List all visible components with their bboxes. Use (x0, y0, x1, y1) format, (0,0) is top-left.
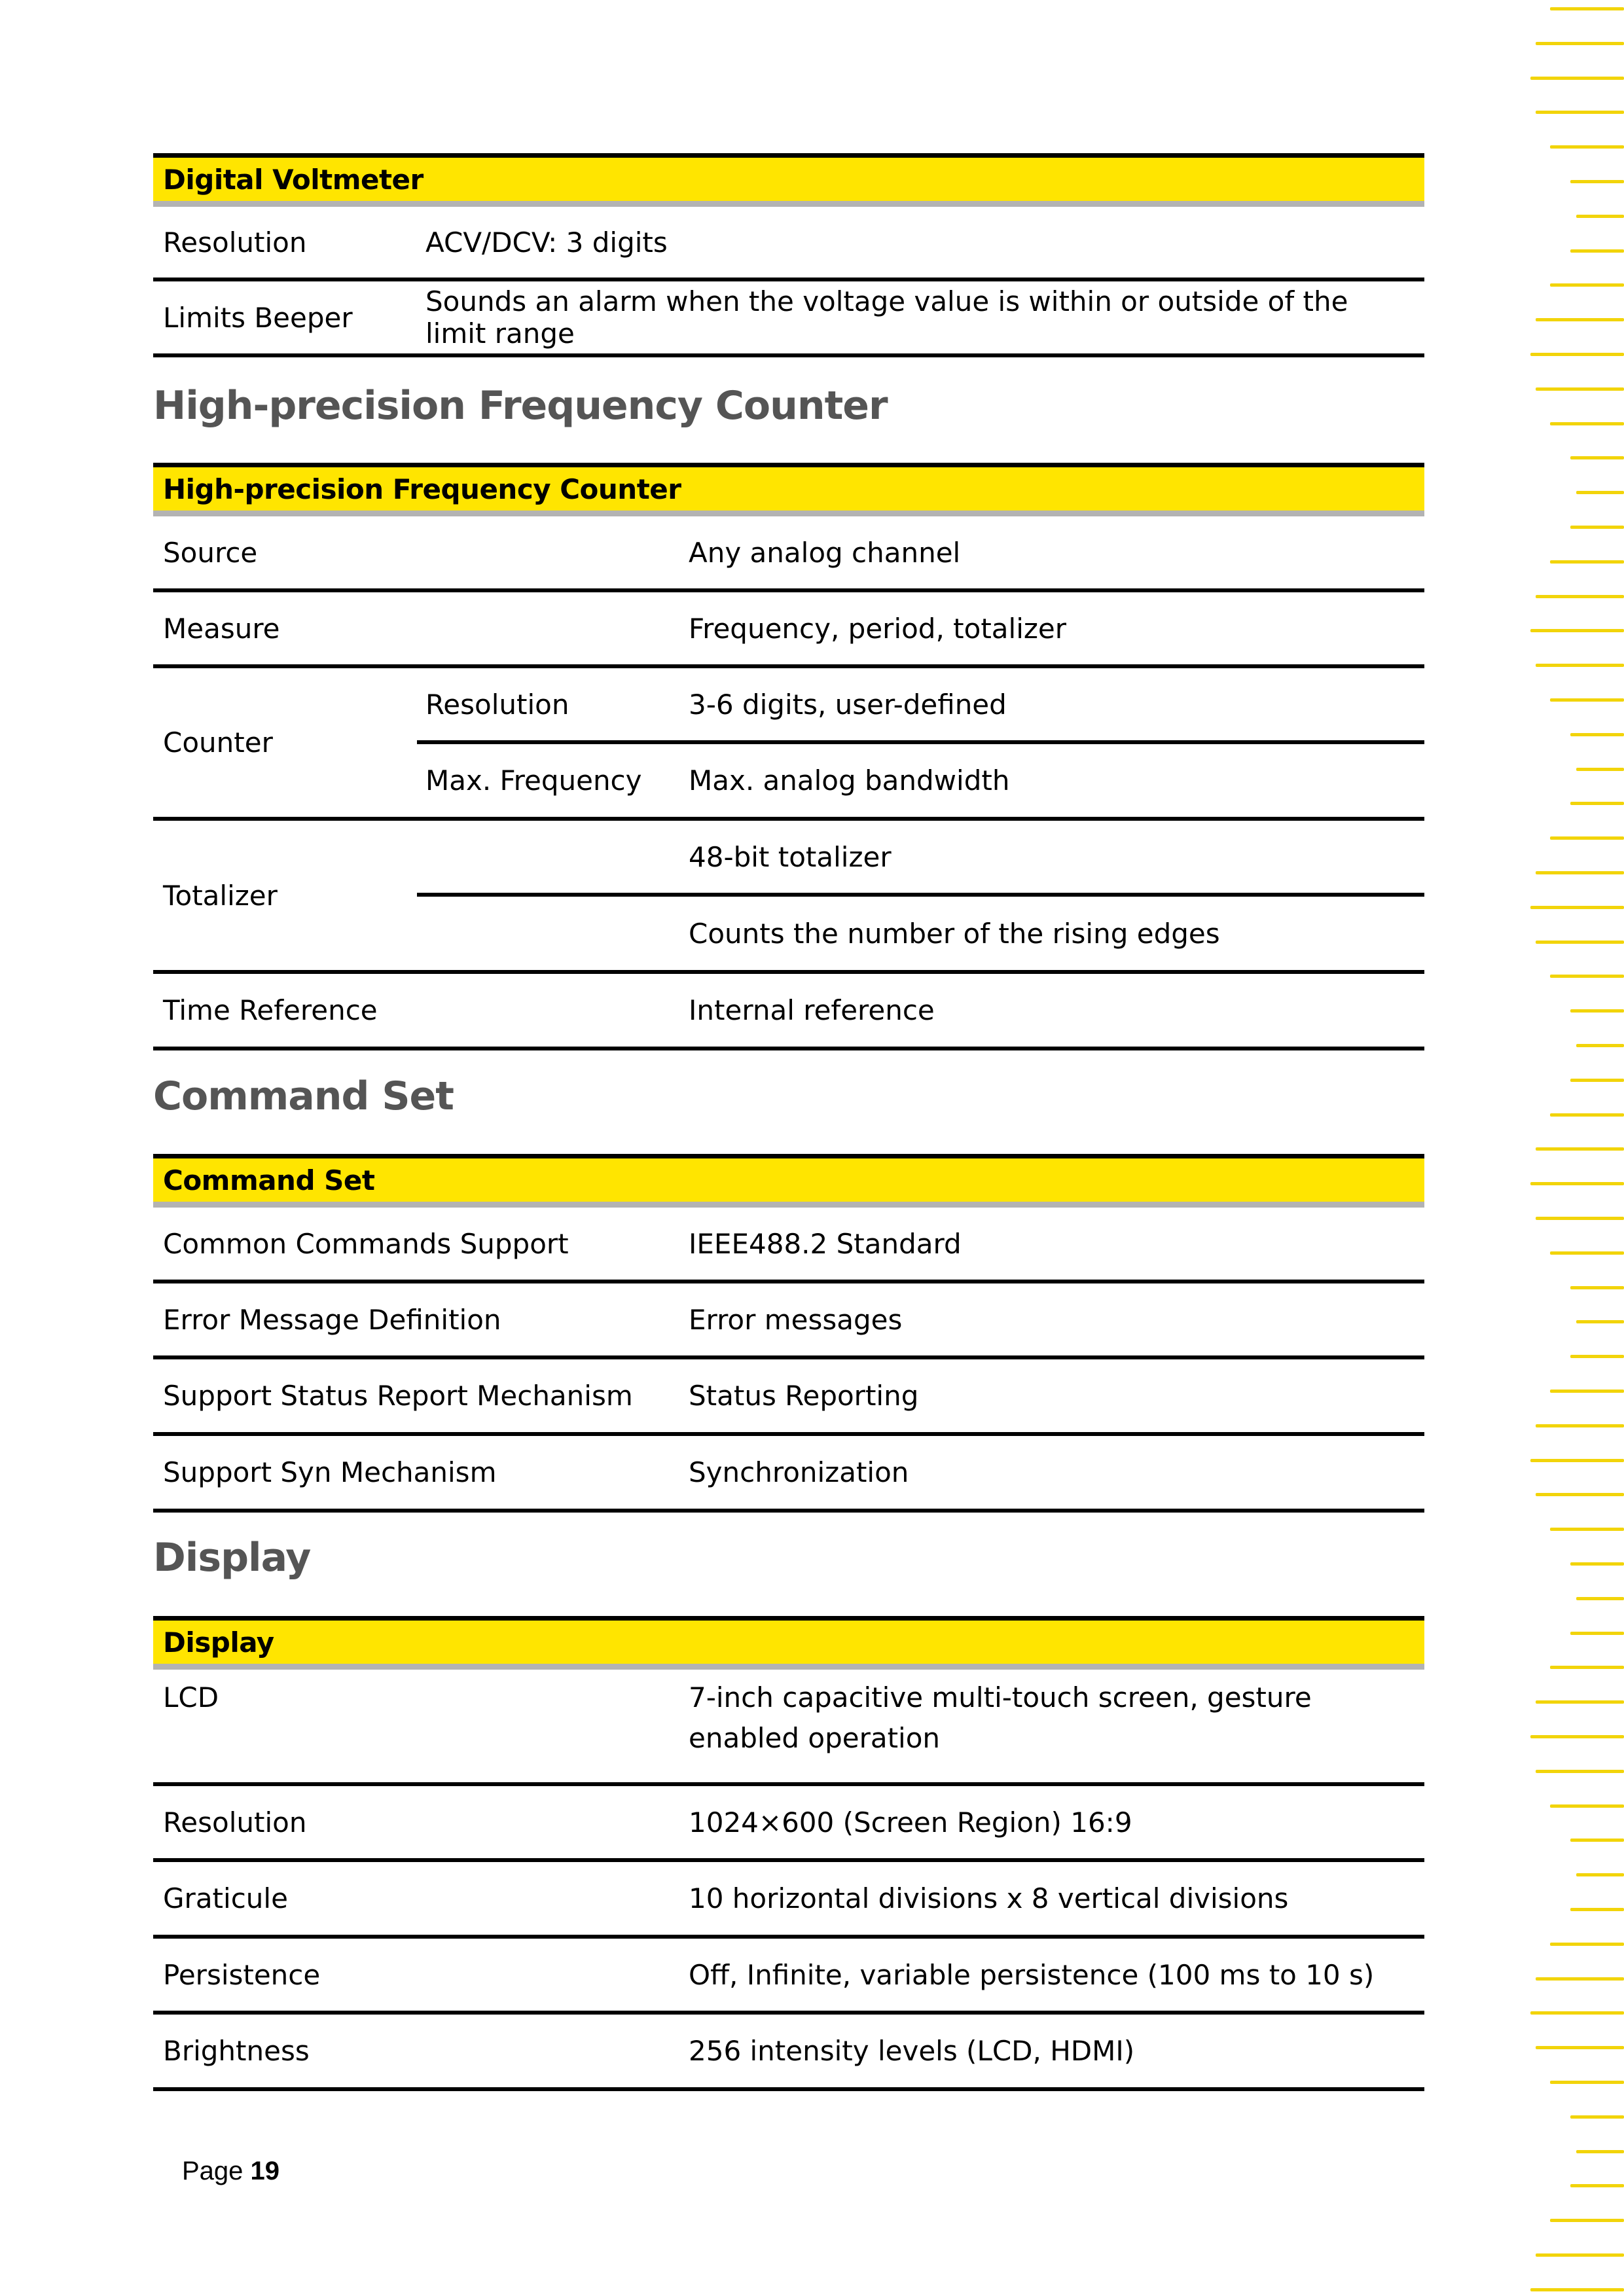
table-row (153, 592, 1424, 668)
row-label: Persistence (163, 1958, 321, 1991)
margin-dash (1550, 1251, 1624, 1255)
row-value: Internal reference (689, 994, 935, 1026)
margin-dash (1570, 1009, 1624, 1013)
row-label: Limits Beeper (163, 301, 353, 334)
margin-dash (1530, 629, 1624, 632)
margin-dash (1576, 1873, 1624, 1876)
row-value: 256 intensity levels (LCD, HDMI) (689, 2035, 1135, 2067)
display-table (153, 1616, 1424, 2091)
table-row (153, 2015, 1424, 2091)
margin-dash (1530, 2011, 1624, 2015)
margin-dash (1550, 698, 1624, 702)
command-set-table (153, 1154, 1424, 1513)
margin-dash (1536, 1217, 1624, 1220)
margin-dash (1536, 111, 1624, 114)
row-label: Measure (163, 612, 280, 645)
margin-dash (1550, 145, 1624, 149)
row-label: Common Commands Support (163, 1227, 569, 1260)
margin-dash (1550, 1804, 1624, 1808)
section-heading: Command Set (153, 1073, 454, 1119)
margin-dash (1576, 2150, 1624, 2153)
margin-dash (1570, 802, 1624, 805)
margin-dash (1570, 1355, 1624, 1358)
margin-dash (1550, 2219, 1624, 2222)
margin-dash (1550, 1528, 1624, 1531)
margin-dash (1530, 906, 1624, 909)
margin-dash (1550, 7, 1624, 10)
margin-dash (1570, 1632, 1624, 1635)
margin-dash (1530, 1182, 1624, 1185)
row-label: Support Status Report Mechanism (163, 1380, 633, 1412)
margin-dash (1570, 733, 1624, 736)
table-header-label: Display (163, 1626, 274, 1659)
table-row (153, 1939, 1424, 2015)
table-row (153, 207, 1424, 281)
table-row (153, 516, 1424, 592)
row-value: Any analog channel (689, 536, 961, 569)
margin-dash (1570, 456, 1624, 459)
row-label: Resolution (163, 1806, 307, 1839)
sub-row-value: Max. analog bandwidth (689, 764, 1010, 797)
table-header (153, 1616, 1424, 1670)
table-row (153, 1359, 1424, 1436)
margin-dash (1550, 1943, 1624, 1946)
margin-dash (1576, 1597, 1624, 1600)
row-value: IEEE488.2 Standard (689, 1227, 962, 1260)
row-label: Totalizer (163, 879, 278, 912)
row-value: ACV/DCV: 3 digits (425, 226, 668, 259)
margin-dash (1536, 595, 1624, 598)
margin-dash (1570, 180, 1624, 183)
page-prefix: Page (182, 2157, 244, 2185)
margin-dash (1550, 836, 1624, 840)
margin-dash (1576, 1044, 1624, 1047)
row-value: 7-inch capacitive multi-touch screen, gesture enabled operation (689, 1681, 1312, 1754)
margin-dash (1536, 664, 1624, 667)
margin-dash (1536, 941, 1624, 944)
table-row (153, 1208, 1424, 1283)
margin-dash (1550, 422, 1624, 425)
row-label: Time Reference (163, 994, 378, 1026)
row-value: Error messages (689, 1303, 903, 1336)
table-header-label: High-precision Frequency Counter (163, 473, 681, 505)
margin-dash (1576, 491, 1624, 494)
margin-dash (1530, 1735, 1624, 1738)
margin-dash (1536, 1700, 1624, 1704)
frequency-counter-table (153, 463, 1424, 1050)
row-label: Counter (163, 726, 273, 759)
margin-dash (1550, 975, 1624, 978)
row-value: 10 horizontal divisions x 8 vertical divisions (689, 1882, 1289, 1914)
margin-dash (1550, 1390, 1624, 1393)
margin-dash (1536, 1424, 1624, 1427)
margin-dash (1550, 283, 1624, 287)
margin-dash (1570, 1286, 1624, 1289)
sub-row-label: Max. Frequency (425, 764, 642, 797)
margin-dash (1570, 249, 1624, 253)
margin-dash (1576, 215, 1624, 218)
table-row-counter (153, 668, 1424, 821)
row-value: Synchronization (689, 1456, 909, 1488)
margin-dash (1536, 1147, 1624, 1151)
margin-dash (1530, 353, 1624, 356)
page-number (182, 2157, 280, 2186)
row-label: Error Message Definition (163, 1303, 501, 1336)
margin-dash (1536, 2046, 1624, 2049)
digital-voltmeter-table (153, 153, 1424, 357)
margin-dash (1530, 1459, 1624, 1462)
page-number-value: 19 (250, 2157, 280, 2185)
margin-dash (1570, 526, 1624, 529)
table-header-label: Command Set (163, 1164, 375, 1196)
row-label: Support Syn Mechanism (163, 1456, 497, 1488)
margin-dash (1570, 2115, 1624, 2119)
margin-dash (1536, 1977, 1624, 1981)
margin-dash (1550, 560, 1624, 564)
row-value: Off, Infinite, variable persistence (100 ms to 10 s) (689, 1958, 1375, 1991)
sub-row-value: 48-bit totalizer (689, 840, 892, 873)
margin-dash (1530, 2288, 1624, 2291)
margin-dash (1570, 1562, 1624, 1566)
row-value: 1024×600 (Screen Region) 16:9 (689, 1806, 1132, 1839)
section-heading: Display (153, 1535, 311, 1581)
table-header (153, 1154, 1424, 1208)
table-header (153, 463, 1424, 516)
table-row (153, 1670, 1424, 1786)
row-value: Status Reporting (689, 1380, 919, 1412)
margin-dash (1550, 2081, 1624, 2084)
row-value: Sounds an alarm when the voltage value is within or outside of the limit range (425, 285, 1348, 350)
table-row (153, 1862, 1424, 1939)
margin-dash (1570, 1839, 1624, 1842)
margin-dash (1536, 387, 1624, 391)
table-row (153, 281, 1424, 357)
table-header-label: Digital Voltmeter (163, 163, 424, 196)
table-row (153, 974, 1424, 1050)
sub-row-label: Resolution (425, 688, 569, 721)
row-value: Frequency, period, totalizer (689, 612, 1067, 645)
margin-dash (1530, 77, 1624, 80)
table-header (153, 153, 1424, 207)
sub-row-value: 3-6 digits, user-defined (689, 688, 1007, 721)
margin-dash (1536, 871, 1624, 874)
margin-dash (1550, 1113, 1624, 1117)
row-label: Resolution (163, 226, 307, 259)
margin-dash (1536, 318, 1624, 321)
row-label: LCD (163, 1681, 219, 1713)
margin-dash (1576, 768, 1624, 771)
margin-dash (1536, 42, 1624, 45)
table-row-totalizer (153, 821, 1424, 974)
margin-dash (1570, 2184, 1624, 2187)
margin-dash (1570, 1908, 1624, 1911)
margin-dash (1536, 1493, 1624, 1496)
table-row (153, 1786, 1424, 1862)
margin-dash (1550, 1666, 1624, 1669)
margin-dash (1570, 1079, 1624, 1082)
table-row (153, 1436, 1424, 1513)
section-heading: High-precision Frequency Counter (153, 383, 888, 429)
row-label: Brightness (163, 2035, 310, 2067)
table-row (153, 1283, 1424, 1359)
margin-dash (1536, 2253, 1624, 2257)
margin-dash (1536, 1770, 1624, 1773)
row-label: Source (163, 536, 258, 569)
margin-dash (1576, 1320, 1624, 1323)
row-label: Graticule (163, 1882, 288, 1914)
sub-row-value: Counts the number of the rising edges (689, 917, 1220, 950)
